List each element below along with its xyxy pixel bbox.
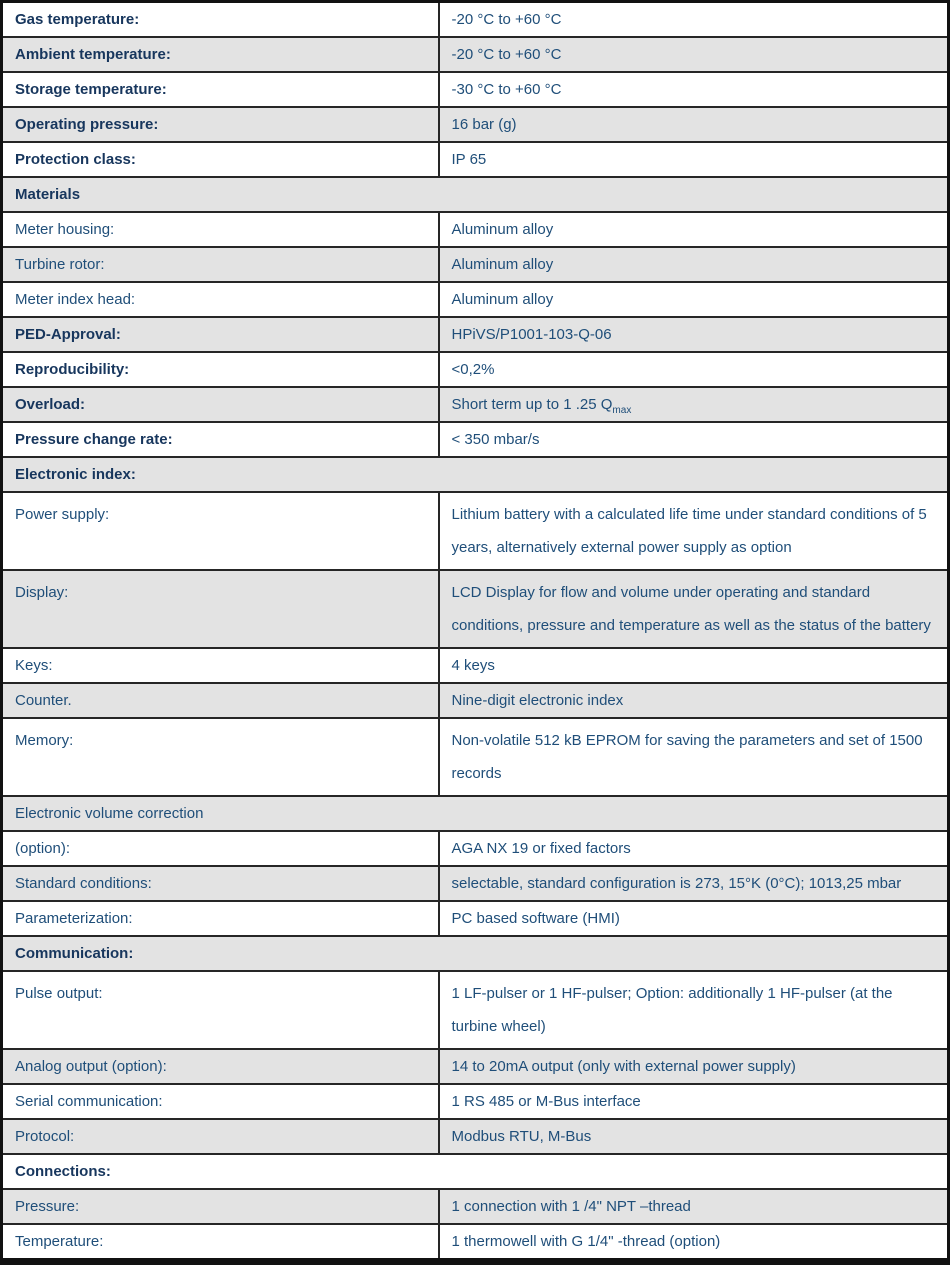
table-row <box>2 1189 949 1224</box>
spec-value <box>439 1119 949 1154</box>
table-row <box>2 142 949 177</box>
spec-label: Protection class: <box>2 142 439 177</box>
table-row <box>2 72 949 107</box>
table-row <box>2 247 949 282</box>
spec-value-text: Modbus RTU, M-Bus <box>451 1128 592 1145</box>
table-row <box>2 831 949 866</box>
spec-label: Pulse output: <box>2 971 439 1049</box>
section-header-row <box>2 796 949 831</box>
section-header: Communication: <box>2 936 949 971</box>
table-row <box>2 1049 949 1084</box>
section-header-row <box>2 1154 949 1189</box>
spec-label: Display: <box>2 570 439 648</box>
section-header: Electronic index: <box>2 457 949 492</box>
spec-label: (option): <box>2 831 439 866</box>
spec-label: Operating pressure: <box>2 107 439 142</box>
table-row <box>2 212 949 247</box>
section-header: Materials <box>2 177 949 212</box>
table-row <box>2 2 949 38</box>
spec-value <box>439 37 949 72</box>
spec-value <box>439 901 949 936</box>
spec-value-text: 16 bar (g) <box>451 116 517 133</box>
spec-label: Analog output (option): <box>2 1049 439 1084</box>
spec-label: Memory: <box>2 718 439 796</box>
spec-value-text: < 350 mbar/s <box>451 431 540 448</box>
spec-value-text: PC based software (HMI) <box>451 910 620 927</box>
spec-label: Standard conditions: <box>2 866 439 901</box>
spec-value <box>439 971 949 1049</box>
table-row <box>2 37 949 72</box>
spec-label: Counter. <box>2 683 439 718</box>
section-header-row <box>2 177 949 212</box>
spec-value-text: -20 °C to +60 °C <box>451 11 562 28</box>
table-row <box>2 683 949 718</box>
spec-label: Parameterization: <box>2 901 439 936</box>
spec-value <box>439 718 949 796</box>
section-header-row <box>2 936 949 971</box>
spec-value-subscript: max <box>612 405 632 416</box>
spec-label: Gas temperature: <box>2 2 439 38</box>
spec-label: Reproducibility: <box>2 352 439 387</box>
spec-value-text: Non-volatile 512 kB EPROM for saving the parameters and set of 1500 records <box>451 732 923 782</box>
spec-value <box>439 1049 949 1084</box>
table-row <box>2 971 949 1049</box>
spec-label: Storage temperature: <box>2 72 439 107</box>
spec-value <box>439 142 949 177</box>
spec-value-text: Aluminum alloy <box>451 256 554 273</box>
spec-value-text: 14 to 20mA output (only with external power supply) <box>451 1058 796 1075</box>
spec-label: Pressure change rate: <box>2 422 439 457</box>
spec-value <box>439 317 949 352</box>
spec-value-text: -30 °C to +60 °C <box>451 81 562 98</box>
table-row <box>2 492 949 570</box>
table-row <box>2 1084 949 1119</box>
spec-value-text: 1 LF-pulser or 1 HF-pulser; Option: additionally 1 HF-pulser (at the turbine wheel) <box>451 985 893 1035</box>
spec-label: Keys: <box>2 648 439 683</box>
spec-label: Protocol: <box>2 1119 439 1154</box>
table-row <box>2 570 949 648</box>
spec-value-text: -20 °C to +60 °C <box>451 46 562 63</box>
spec-label: PED-Approval: <box>2 317 439 352</box>
table-row <box>2 107 949 142</box>
table-row <box>2 1224 949 1262</box>
spec-value-text: LCD Display for flow and volume under operating and standard conditions, pressure and temperature as well as the status of the battery <box>451 584 931 634</box>
spec-value-text: Aluminum alloy <box>451 221 554 238</box>
table-row <box>2 282 949 317</box>
table-row <box>2 317 949 352</box>
spec-value-text: 1 connection with 1 /4" NPT –thread <box>451 1198 691 1215</box>
table-row <box>2 648 949 683</box>
spec-value <box>439 212 949 247</box>
spec-value-text: <0,2% <box>451 361 495 378</box>
spec-label: Ambient temperature: <box>2 37 439 72</box>
table-row <box>2 901 949 936</box>
spec-value <box>439 107 949 142</box>
table-row <box>2 352 949 387</box>
section-header: Electronic volume correction <box>2 796 949 831</box>
spec-value-text: Nine-digit electronic index <box>451 692 624 709</box>
spec-value <box>439 282 949 317</box>
spec-value-text: Lithium battery with a calculated life time under standard conditions of 5 years, alternatively external power supply as option <box>451 506 927 556</box>
spec-value <box>439 683 949 718</box>
spec-value <box>439 1224 949 1262</box>
spec-value <box>439 352 949 387</box>
spec-value <box>439 72 949 107</box>
spec-value <box>439 1084 949 1119</box>
spec-value <box>439 648 949 683</box>
spec-value-text: 4 keys <box>451 657 495 674</box>
spec-value <box>439 831 949 866</box>
spec-label: Overload: <box>2 387 439 422</box>
spec-label: Temperature: <box>2 1224 439 1262</box>
spec-value <box>439 1189 949 1224</box>
section-header-row <box>2 457 949 492</box>
table-row <box>2 1119 949 1154</box>
table-row <box>2 422 949 457</box>
spec-value-text: selectable, standard configuration is 273, 15°K (0°C); 1013,25 mbar <box>451 875 902 892</box>
spec-value <box>439 570 949 648</box>
table-row <box>2 866 949 901</box>
table-row <box>2 387 949 422</box>
spec-value <box>439 866 949 901</box>
spec-label: Pressure: <box>2 1189 439 1224</box>
spec-label: Meter index head: <box>2 282 439 317</box>
spec-value-text: Short term up to 1 .25 Q <box>451 396 613 413</box>
spec-value <box>439 387 949 422</box>
spec-value <box>439 2 949 38</box>
spec-value <box>439 422 949 457</box>
spec-value-text: Aluminum alloy <box>451 291 554 308</box>
spec-table-body <box>2 2 949 1262</box>
spec-value <box>439 492 949 570</box>
spec-label: Serial communication: <box>2 1084 439 1119</box>
spec-label: Meter housing: <box>2 212 439 247</box>
spec-value-text: AGA NX 19 or fixed factors <box>451 840 631 857</box>
spec-value-text: IP 65 <box>451 151 487 168</box>
spec-value-text: 1 RS 485 or M-Bus interface <box>451 1093 641 1110</box>
section-header: Connections: <box>2 1154 949 1189</box>
spec-value-text: HPiVS/P1001-103-Q-06 <box>451 326 612 343</box>
spec-label: Power supply: <box>2 492 439 570</box>
spec-value <box>439 247 949 282</box>
spec-label: Turbine rotor: <box>2 247 439 282</box>
table-row <box>2 718 949 796</box>
spec-value-text: 1 thermowell with G 1/4" -thread (option) <box>451 1233 721 1250</box>
